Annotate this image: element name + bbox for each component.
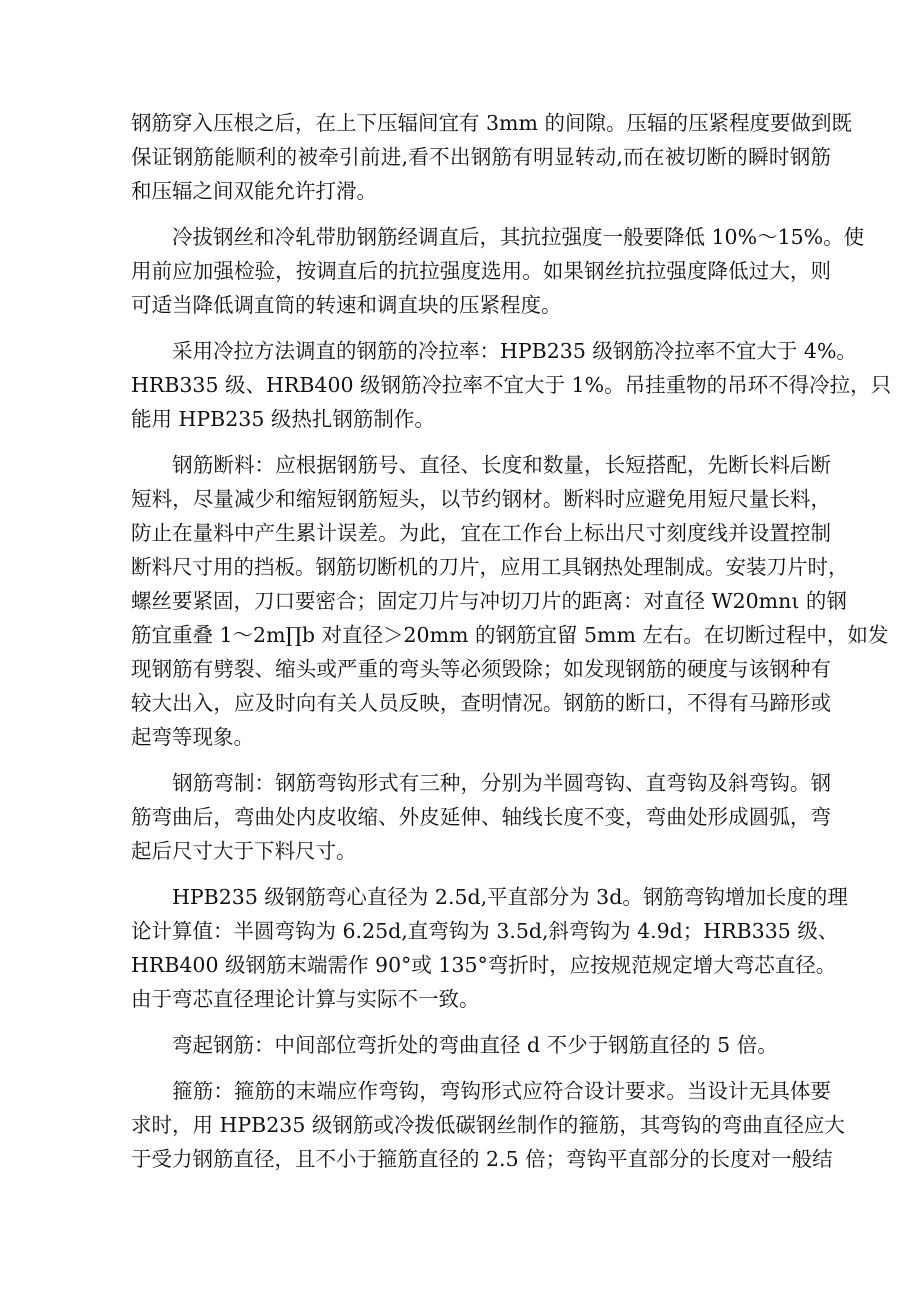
text-line: 于受力钢筋直径，且不小于箍筋直径的 2.5 倍；弯钩平直部分的长度对一般结: [131, 1147, 833, 1171]
text-line: 能用 HPB235 级热扎钢筋制作。: [131, 407, 435, 431]
paragraph: [131, 1074, 845, 1176]
text-line: HPB235 级钢筋弯心直径为 2.5d,平直部分为 3d。钢筋弯钩增加长度的理: [131, 885, 848, 909]
text-line: 起弯等现象。: [131, 725, 254, 749]
paragraph: [131, 766, 831, 868]
text-line: 钢筋弯制：钢筋弯钩形式有三种，分别为半圆弯钩、直弯钩及斜弯钩。钢: [131, 771, 831, 795]
text-line: 和压辐之间双能允许打滑。: [131, 179, 377, 203]
text-line: 较大出入，应及时向有关人员反映，查明情况。钢筋的断口，不得有马蹄形或: [131, 691, 831, 715]
text-line: 筋弯曲后，弯曲处内皮收缩、外皮延伸、轴线长度不变，弯曲处形成圆弧，弯: [131, 805, 831, 829]
text-line: 短料，尽量减少和缩短钢筋短头，以节约钢材。断料时应避免用短尺量长料，: [131, 487, 831, 511]
text-line: 防止在量料中产生累计误差。为此，宜在工作台上标出尺寸刻度线并设置控制: [131, 521, 831, 545]
text-line: HRB400 级钢筋末端需作 90°或 135°弯折时，应按规范规定增大弯芯直径。: [131, 953, 837, 977]
text-line: 钢筋断料：应根据钢筋号、直径、长度和数量，长短搭配，先断长料后断: [131, 453, 831, 477]
text-line: 现钢筋有劈裂、缩头或严重的弯头等必须毁除；如发现钢筋的硬度与该钢种有: [131, 657, 831, 681]
text-line: HRB335 级、HRB400 级钢筋冷拉率不宜大于 1%。吊挂重物的吊环不得冷拉，只: [131, 373, 892, 397]
text-line: 钢筋穿入压根之后，在上下压辐间宜有 3mm 的间隙。压辐的压紧程度要做到既: [131, 111, 852, 135]
text-line: 保证钢筋能顺利的被牵引前进,看不出钢筋有明显转动,而在被切断的瞬时钢筋: [131, 145, 831, 169]
paragraph: [131, 106, 852, 208]
text-line: 求时，用 HPB235 级钢筋或冷拨低碳钢丝制作的箍筋，其弯钩的弯曲直径应大: [131, 1113, 845, 1137]
text-line: 可适当降低调直筒的转速和调直块的压紧程度。: [131, 293, 562, 317]
text-line: 采用冷拉方法调直的钢筋的冷拉率：HPB235 级钢筋冷拉率不宜大于 4%。: [131, 339, 857, 363]
text-line: 螺丝要紧固，刀口要密合；固定刀片与冲切刀片的距离：对直径 W20mnι 的钢: [131, 589, 847, 613]
paragraph: [131, 1028, 831, 1062]
document-body: [131, 106, 892, 1188]
text-line: 用前应加强检验，按调直后的抗拉强度选用。如果钢丝抗拉强度降低过大，则: [131, 259, 831, 283]
text-line: 论计算值：半圆弯钩为 6.25d,直弯钩为 3.5d,斜弯钩为 4.9d；HRB335 级、: [131, 919, 839, 943]
text-line: 由于弯芯直径理论计算与实际不一致。: [131, 987, 480, 1011]
paragraph: [131, 448, 889, 754]
text-line: 断料尺寸用的挡板。钢筋切断机的刀片，应用工具钢热处理制成。安装刀片时，: [131, 555, 849, 579]
text-line: 冷拔钢丝和冷轧带肋钢筋经调直后，其抗拉强度一般要降低 10%～15%。使: [131, 225, 865, 249]
text-line: 起后尺寸大于下料尺寸。: [131, 839, 357, 863]
paragraph: [131, 880, 848, 1016]
paragraph: [131, 220, 865, 322]
paragraph: [131, 334, 892, 436]
text-line: 箍筋：箍筋的末端应作弯钩，弯钩形式应符合设计要求。当设计无具体要: [131, 1079, 831, 1103]
text-line: 弯起钢筋：中间部位弯折处的弯曲直径 d 不少于钢筋直径的 5 倍。: [131, 1033, 778, 1057]
text-line: 筋宜重叠 1～2m∏b 对直径＞20mm 的钢筋宜留 5mm 左右。在切断过程中，如发: [131, 623, 889, 647]
